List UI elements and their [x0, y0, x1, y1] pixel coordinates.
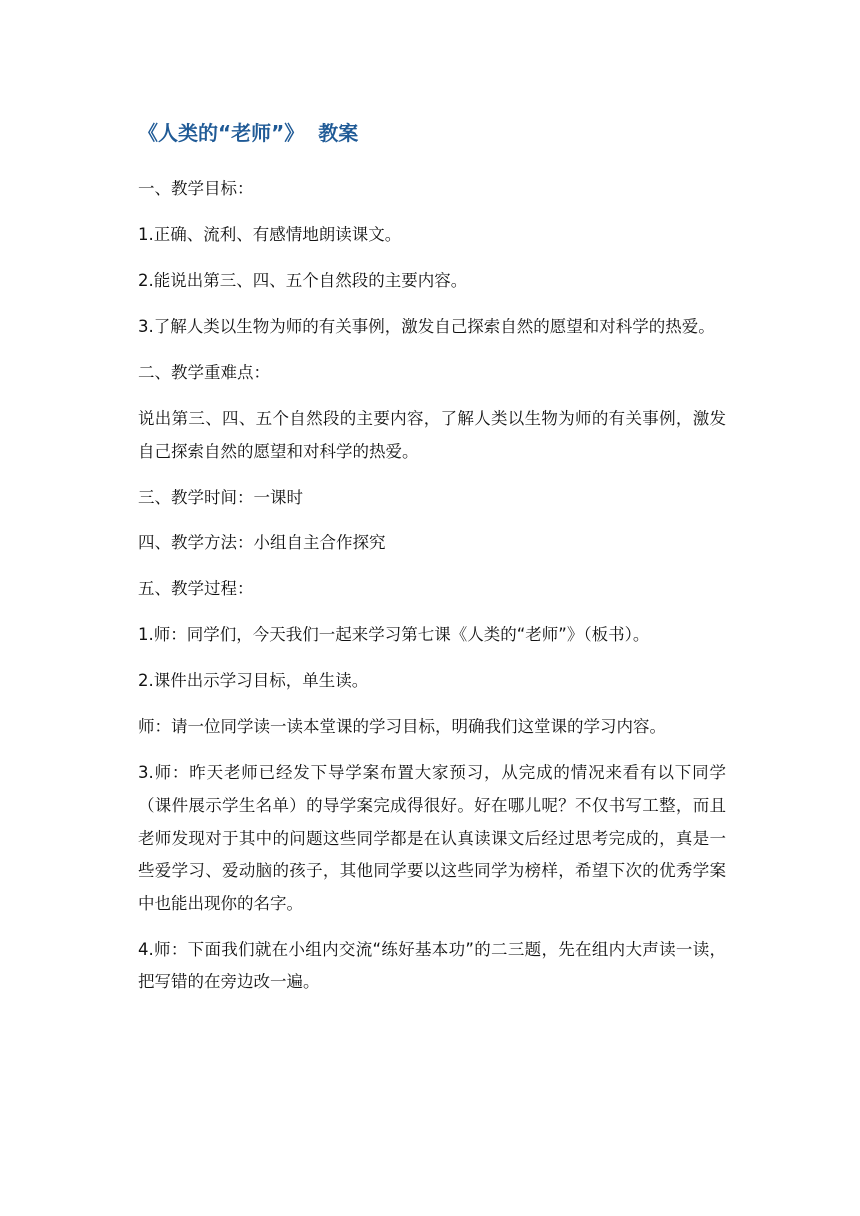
- process-step-4: 4.师：下面我们就在小组内交流“练好基本功”的二三题，先在组内大声读一读，把写错的在旁边改一遍。: [138, 939, 726, 992]
- goal-item-3: 3.了解人类以生物为师的有关事例，激发自己探索自然的愿望和对科学的热爱。: [138, 316, 715, 336]
- document-body: [138, 173, 726, 1012]
- process-step-3: 3.师：昨天老师已经发下导学案布置大家预习，从完成的情况来看有以下同学（课件展示学生名单）的导学案完成得很好。好在哪儿呢？不仅书写工整，而且老师发现对于其中的问题这些同学都是在认真读课文后经过思考完成的，真是一些爱学习、爱动脑的孩子，其他同学要以这些同学为榜样，希望下次的优秀学案中也能出现你的名字。: [138, 763, 726, 913]
- goal-item-1: 1.正确、流利、有感情地朗读课文。: [138, 224, 402, 244]
- section-heading-key-points: 二、教学重难点：: [138, 362, 270, 382]
- section-teaching-time: 三、教学时间：一课时: [138, 487, 303, 507]
- section-heading-process: 五、教学过程：: [138, 579, 254, 599]
- document-title: [138, 118, 358, 148]
- goal-item-2: 2.能说出第三、四、五个自然段的主要内容。: [138, 270, 468, 290]
- key-points-text: 说出第三、四、五个自然段的主要内容，了解人类以生物为师的有关事例，激发自己探索自然的愿望和对科学的热爱。: [138, 408, 726, 461]
- title-suffix: 教案: [318, 121, 359, 145]
- process-step-1: 1.师：同学们，今天我们一起来学习第七课《人类的“老师”》（板书）。: [138, 625, 650, 645]
- process-step-2-teacher: 师：请一位同学读一读本堂课的学习目标，明确我们这堂课的学习内容。: [138, 717, 666, 737]
- process-step-2: 2.课件出示学习目标，单生读。: [138, 671, 369, 691]
- section-teaching-method: 四、教学方法：小组自主合作探究: [138, 533, 386, 553]
- title-main: 《人类的“老师”》: [138, 121, 305, 145]
- section-heading-goals: 一、教学目标：: [138, 179, 254, 198]
